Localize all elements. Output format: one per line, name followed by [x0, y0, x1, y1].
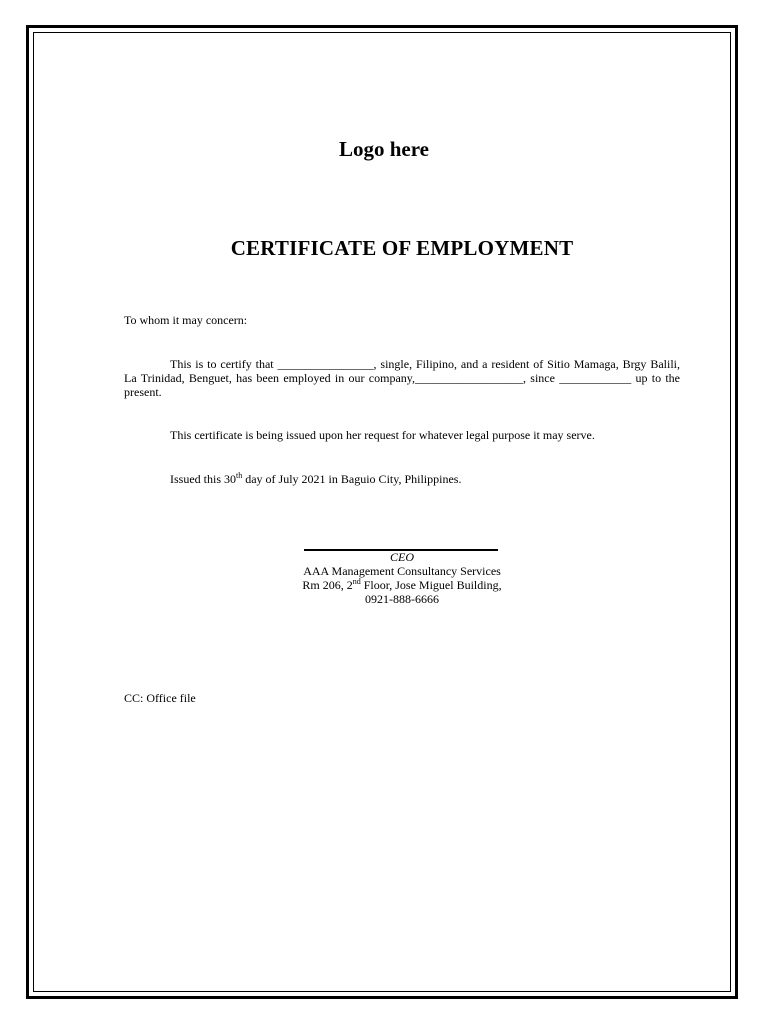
signatory-address	[202, 578, 602, 592]
address-ordinal: nd	[352, 577, 361, 586]
issued-rest: day of July 2021 in Baguio City, Philippines.	[242, 472, 462, 486]
address-prefix: Rm 206, 2	[302, 578, 353, 592]
cc-line: CC: Office file	[124, 691, 196, 705]
certification-paragraph: This is to certify that ________________, single, Filipino, and a resident of Sitio Mamaga, Brgy Balili, La Trinidad, Benguet, has been employed in our company,__________________, since ____________ up to the present.	[124, 357, 680, 399]
salutation: To whom it may concern:	[124, 313, 248, 327]
logo-placeholder: Logo here	[338, 137, 430, 161]
address-rest: Floor, Jose Miguel Building,	[360, 578, 502, 592]
signatory-company: AAA Management Consultancy Services	[303, 564, 501, 578]
issued-ordinal-suffix: th	[236, 471, 243, 480]
signatory-phone: 0921-888-6666	[365, 592, 439, 606]
issued-date-line	[170, 472, 461, 487]
page-border-inner	[33, 32, 731, 992]
signatory-role: CEO	[390, 550, 414, 564]
document-title: CERTIFICATE OF EMPLOYMENT	[230, 236, 574, 260]
purpose-paragraph: This certificate is being issued upon her request for whatever legal purpose it may serve.	[170, 428, 595, 442]
issued-prefix: Issued this 30	[170, 472, 236, 486]
signatory-block	[202, 550, 602, 606]
